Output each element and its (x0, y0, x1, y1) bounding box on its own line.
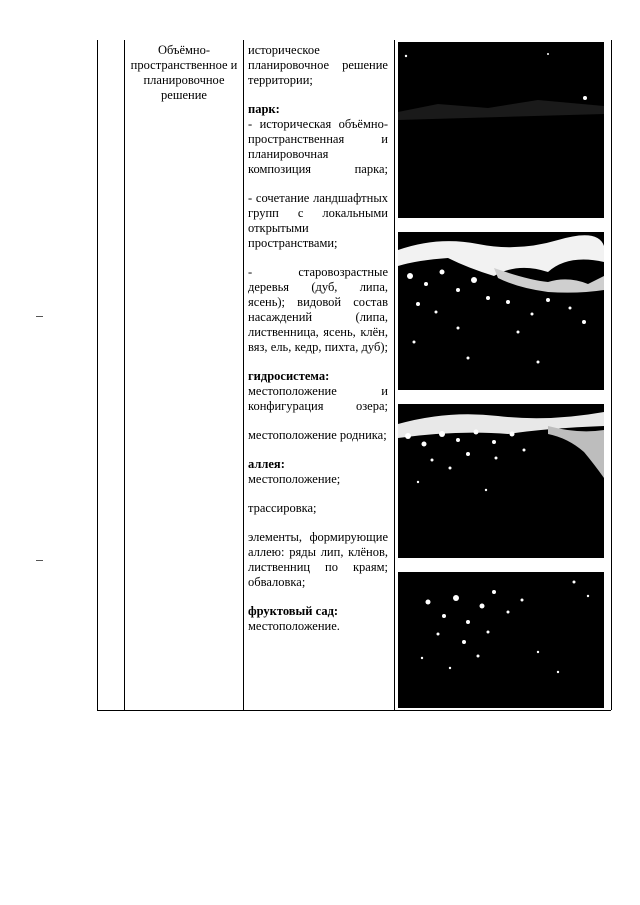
section-name: Объёмно-пространственное и планировочное решение (130, 43, 238, 102)
list-item: местоположение родника; (248, 428, 387, 442)
intro-text: историческое планировочное решение территории; (248, 43, 388, 87)
margin-mark (36, 560, 43, 561)
alley-group (248, 457, 388, 590)
table-border-bottom (97, 710, 611, 711)
photo-park-panorama (398, 42, 604, 218)
table-col-divider-1 (124, 40, 125, 710)
hydro-group (248, 369, 388, 443)
table-border-right (611, 40, 612, 710)
list-item: местоположение; (248, 472, 341, 486)
list-item: элементы, формирующие аллею: ряды лип, клёнов, лиственниц по краям; обваловка; (248, 530, 388, 589)
margin-mark (36, 316, 43, 317)
list-item: - сочетание ландшафтных групп с локальными открытыми пространствами; (248, 191, 388, 250)
list-item: местоположение и конфигурация озера; (248, 384, 388, 413)
list-item: - старовозрастные деревья (дуб, липа, ясень); видовой состав насаждений (липа, лиственница, ясень, клён, вяз, ель, кедр, пихта, дуб); (248, 265, 388, 354)
photo-lake-shore (398, 404, 604, 558)
alley-heading: аллея: (248, 457, 285, 471)
list-item: - историческая объёмно-пространственная и планировочная композиция парка; (248, 117, 388, 176)
park-heading: парк: (248, 102, 280, 116)
garden-heading: фруктовый сад: (248, 604, 339, 618)
table-col-divider-3 (394, 40, 395, 710)
photo-trees-hillside (398, 232, 604, 390)
table-col-divider-2 (243, 40, 244, 710)
park-group (248, 102, 388, 355)
photo-alley-trees (398, 572, 604, 708)
list-item: трассировка; (248, 501, 317, 515)
list-item: местоположение. (248, 619, 340, 633)
hydro-heading: гидросистема: (248, 369, 330, 383)
garden-group (248, 604, 388, 634)
description-cell (248, 43, 388, 634)
table-border-left (97, 40, 98, 710)
